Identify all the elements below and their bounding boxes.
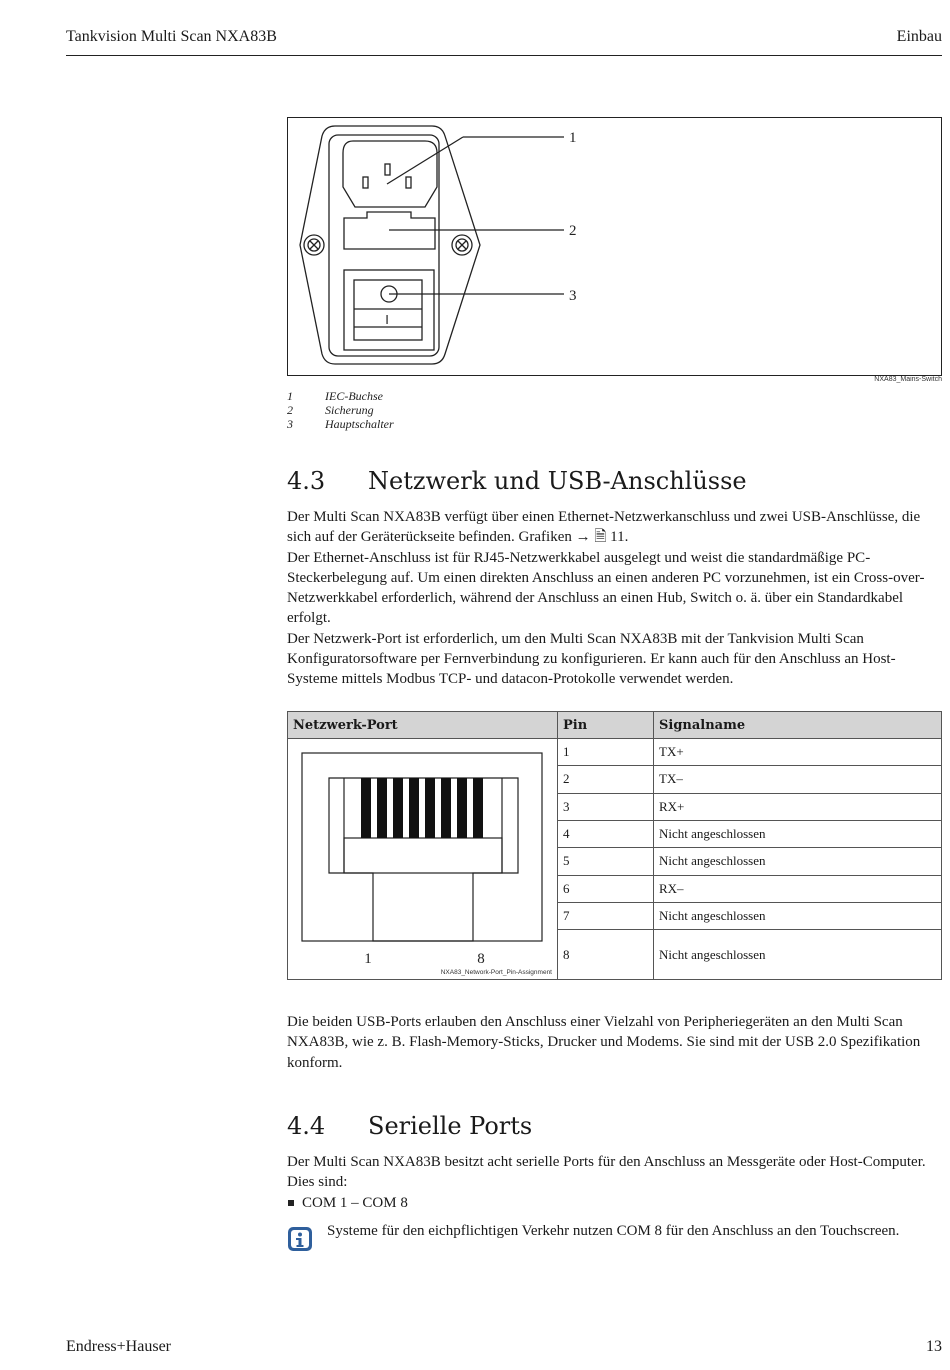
section-4-4-body <box>287 1152 943 1213</box>
main-switch-rocker <box>354 280 422 340</box>
table-header-row <box>288 712 942 739</box>
paragraph: Der Ethernet-Anschluss ist für RJ45-Netzwerkkabel ausgelegt und weist die standardmäßige PC-Steckerbelegung auf. Um einen direkten Anschluss an einen anderen PC vorzunehmen, ist ein Cross-over-Netzwerkkabel erforderlich, während der Anschluss an einen Hub, Switch o. ä. über ein Standardkabel erfolgt. <box>287 549 925 627</box>
iec-pin-right <box>406 177 411 188</box>
port-contact-7 <box>457 778 467 838</box>
callout-3: 3 <box>569 288 577 304</box>
usb-paragraph <box>287 1012 943 1073</box>
pin-cell: 2 <box>558 766 654 793</box>
legend-number: 3 <box>287 417 293 431</box>
callout-2: 2 <box>569 223 577 239</box>
port-outer-frame <box>302 753 542 941</box>
signal-cell: TX+ <box>654 739 942 766</box>
paragraph: Der Multi Scan NXA83B verfügt über einen Ethernet-Netzwerkanschluss und zwei USB-Anschlüsse, die sich auf der Geräterückseite befinden. Grafiken → 🗎 11. <box>287 509 921 546</box>
column-header-pin: Pin <box>558 712 654 739</box>
bullet-item <box>287 1193 943 1213</box>
signal-cell: Nicht angeschlossen <box>654 930 942 980</box>
port-contact-1 <box>361 778 371 838</box>
legend-number: 1 <box>287 389 293 403</box>
pin-cell: 3 <box>558 793 654 820</box>
pin-cell: 7 <box>558 902 654 929</box>
port-figure-reference-id: NXA83_Network-Port_Pin-Assignment <box>440 969 552 976</box>
info-note <box>327 1221 943 1241</box>
footer-brand: Endress+Hauser <box>66 1338 171 1355</box>
legend-item <box>287 417 394 431</box>
iec-pin-left <box>363 177 368 188</box>
pin-cell: 6 <box>558 875 654 902</box>
section-title: Netzwerk und USB-Anschlüsse <box>368 467 747 495</box>
rj45-port-drawing <box>288 739 556 979</box>
port-contact-2 <box>377 778 387 838</box>
section-4-3-body <box>287 507 943 690</box>
paragraph: Der Netzwerk-Port ist erforderlich, um den Multi Scan NXA83B mit der Tankvision Multi Scan Konfiguratorsoftware per Fernverbindung zu konfigurieren. Er kann auch für den Anschluss an Host-Systeme mittels Modbus TCP- und datacon-Protokolle verwendet werden. <box>287 630 896 688</box>
column-header-port: Netzwerk-Port <box>288 712 558 739</box>
info-icon <box>287 1226 313 1252</box>
signal-cell: RX– <box>654 875 942 902</box>
pin-cell: 5 <box>558 848 654 875</box>
port-contact-8 <box>473 778 483 838</box>
section-heading-4-4 <box>287 1112 532 1140</box>
pin-label-first: 1 <box>364 951 372 967</box>
paragraph: Der Multi Scan NXA83B besitzt acht serielle Ports für den Anschluss an Messgeräte oder Host-Computer. Dies sind: <box>287 1154 926 1191</box>
header-rule <box>66 55 942 56</box>
section-number: 4.4 <box>287 1112 326 1140</box>
table-row <box>288 739 942 766</box>
network-port-table <box>287 711 942 980</box>
page-number: 13 <box>926 1338 942 1355</box>
pin-cell: 8 <box>558 930 654 980</box>
bullet-icon <box>288 1200 294 1206</box>
switch-on-label: I <box>385 312 389 327</box>
port-jack-outline <box>329 778 518 941</box>
iec-pin-earth <box>385 164 390 175</box>
pin-label-last: 8 <box>477 951 485 967</box>
section-number: 4.3 <box>287 467 326 495</box>
port-contact-4 <box>409 778 419 838</box>
main-switch-frame <box>344 270 434 350</box>
port-contact-6 <box>441 778 451 838</box>
figure-reference-id: NXA83_Mains-Switch <box>874 376 942 383</box>
legend-item <box>287 403 394 417</box>
legend-text: Hauptschalter <box>325 417 394 431</box>
signal-cell: Nicht angeschlossen <box>654 820 942 847</box>
column-header-signal: Signalname <box>654 712 942 739</box>
legend-item <box>287 389 394 403</box>
rj45-port-diagram-cell <box>288 739 558 980</box>
paragraph: Die beiden USB-Ports erlauben den Anschluss einer Vielzahl von Peripheriegeräten an den Multi Scan NXA83B, wie z. B. Flash-Memory-Sticks, Drucker und Modems. Sie sind mit der USB 2.0 Spezifikation konform. <box>287 1014 921 1071</box>
header-chapter: Einbau <box>896 28 942 45</box>
port-contact-5 <box>425 778 435 838</box>
pin-cell: 4 <box>558 820 654 847</box>
bullet-text: COM 1 – COM 8 <box>302 1194 408 1211</box>
header-title: Tankvision Multi Scan NXA83B <box>66 28 277 45</box>
section-title: Serielle Ports <box>368 1112 533 1140</box>
pin-cell: 1 <box>558 739 654 766</box>
signal-cell: Nicht angeschlossen <box>654 902 942 929</box>
port-contact-3 <box>393 778 403 838</box>
callout-1: 1 <box>569 130 577 146</box>
legend-text: Sicherung <box>325 403 374 417</box>
signal-cell: RX+ <box>654 793 942 820</box>
mains-switch-drawing <box>287 117 943 377</box>
legend-text: IEC-Buchse <box>325 389 383 403</box>
housing-outline <box>300 126 480 364</box>
section-heading-4-3 <box>287 467 747 495</box>
note-text: Systeme für den eichpflichtigen Verkehr nutzen COM 8 für den Anschluss an den Touchscreen. <box>327 1223 900 1239</box>
figure-legend <box>287 389 394 431</box>
signal-cell: Nicht angeschlossen <box>654 848 942 875</box>
leader-line-1 <box>387 137 463 184</box>
legend-number: 2 <box>287 403 293 417</box>
signal-cell: TX– <box>654 766 942 793</box>
